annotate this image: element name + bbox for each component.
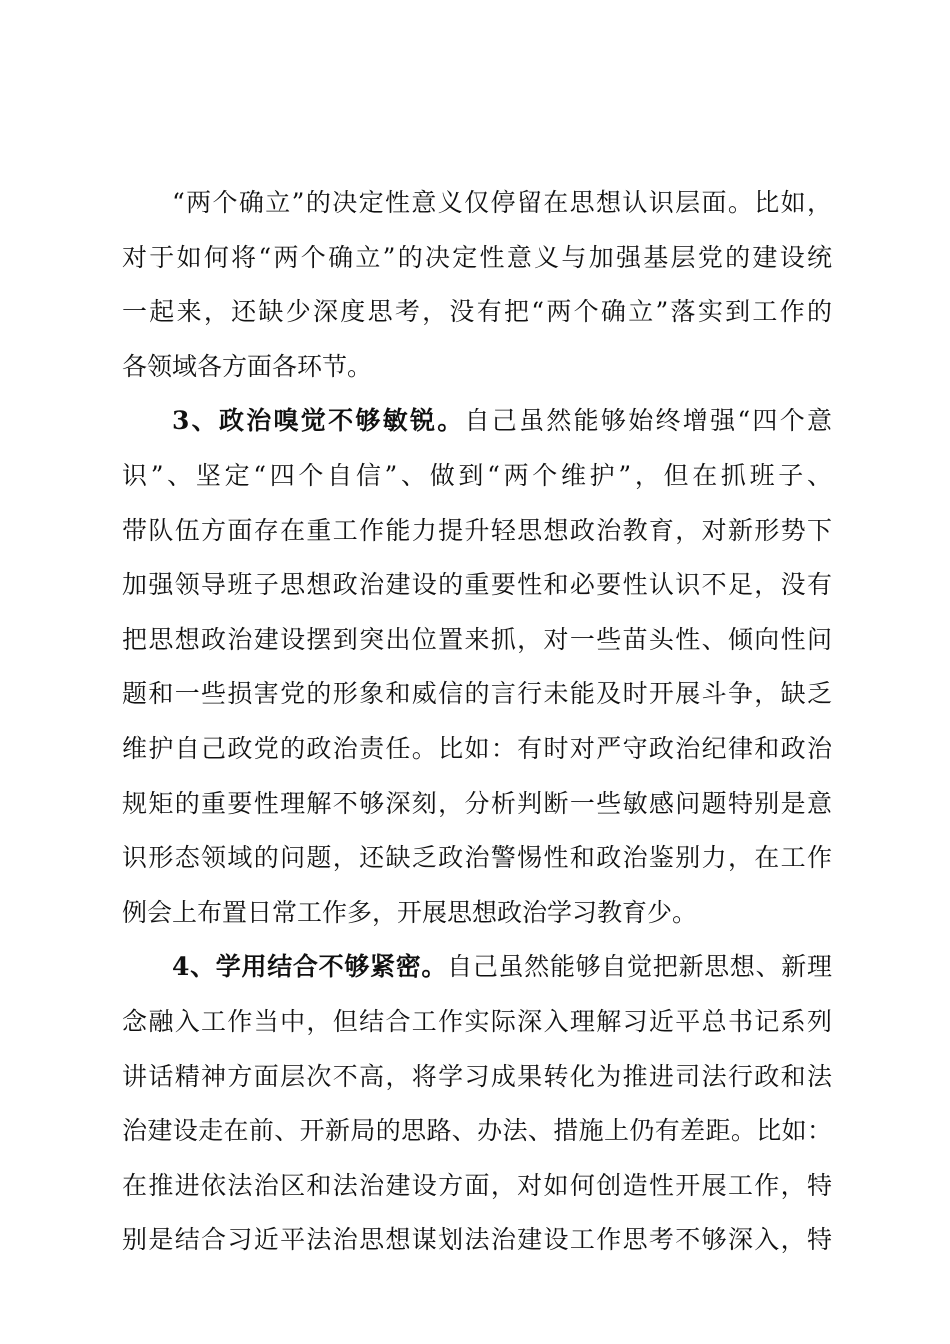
section-3-heading: 3、政治嗅觉不够敏锐。 — [172, 406, 465, 436]
paragraph-two-establishments — [122, 176, 832, 394]
text-line: 别是结合习近平法治思想谋划法治建设工作思考不够深入，特 — [122, 1225, 832, 1255]
text-line — [122, 940, 832, 995]
text-line: 念融入工作当中，但结合工作实际深入理解习近平总书记系列 — [122, 1006, 832, 1036]
text-line: 题和一些损害党的形象和威信的言行未能及时开展斗争，缺乏 — [122, 679, 832, 709]
text-line: 各领域各方面各环节。 — [122, 351, 373, 381]
text-line: 例会上布置日常工作多，开展思想政治学习教育少。 — [122, 897, 698, 927]
section-3-first-line: 自己虽然能够始终增强“四个意 — [464, 406, 832, 436]
text-line: 识形态领域的问题，还缺乏政治警惕性和政治鉴别力，在工作 — [122, 843, 832, 873]
text-line: 识”、坚定“四个自信”、做到“两个维护”，但在抓班子、 — [122, 460, 832, 490]
section-4-first-line: 自己虽然能够自觉把新思想、新理 — [447, 952, 832, 982]
text-line: 在推进依法治区和法治建设方面，对如何创造性开展工作，特 — [122, 1170, 832, 1200]
section-4-heading: 4、学用结合不够紧密。 — [172, 952, 448, 982]
text-line: 一起来，还缺少深度思考，没有把“两个确立”落实到工作的 — [122, 297, 832, 327]
section-4-paragraph — [122, 940, 832, 1268]
text-line — [122, 394, 832, 449]
text-line: 对于如何将“两个确立”的决定性意义与加强基层党的建设统 — [122, 242, 832, 272]
text-line: “两个确立”的决定性意义仅停留在思想认识层面。比如， — [172, 188, 832, 217]
document-body — [122, 176, 832, 1268]
text-line: 讲话精神方面层次不高，将学习成果转化为推进司法行政和法 — [122, 1061, 832, 1091]
text-line: 把思想政治建设摆到突出位置来抓，对一些苗头性、倾向性问 — [122, 624, 832, 654]
text-line: 治建设走在前、开新局的思路、办法、措施上仍有差距。比如： — [122, 1116, 832, 1146]
text-line: 维护自己政党的政治责任。比如：有时对严守政治纪律和政治 — [122, 733, 832, 763]
text-line: 加强领导班子思想政治建设的重要性和必要性认识不足，没有 — [122, 570, 832, 600]
text-line: 规矩的重要性理解不够深刻，分析判断一些敏感问题特别是意 — [122, 788, 832, 818]
section-3-paragraph — [122, 394, 832, 940]
text-line: 带队伍方面存在重工作能力提升轻思想政治教育，对新形势下 — [122, 515, 832, 545]
